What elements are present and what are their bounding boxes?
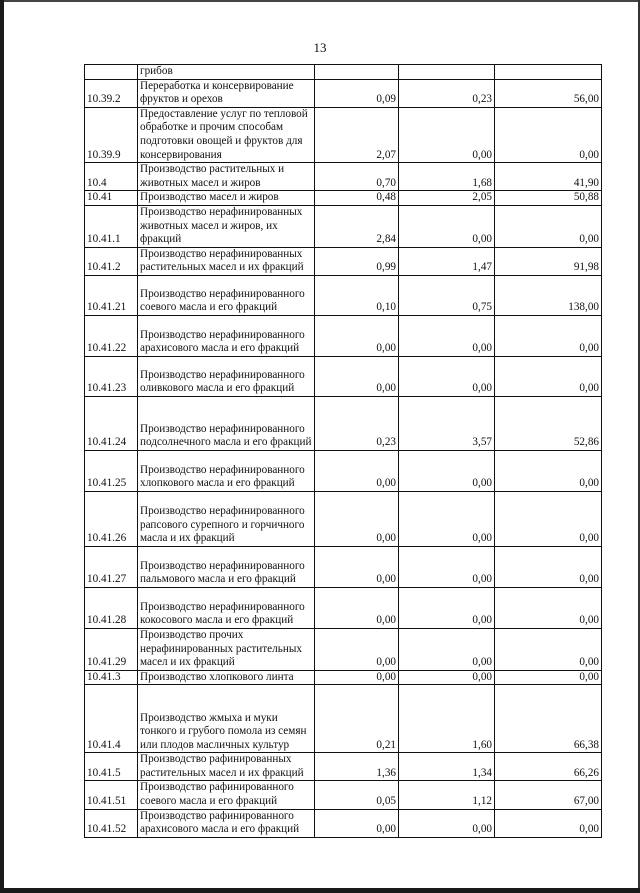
cell-value-1: 0,00 [315, 315, 399, 356]
cell-value-1: 0,48 [315, 191, 399, 206]
cell-value-1: 0,09 [315, 79, 399, 107]
table-row [85, 396, 602, 450]
table-row [85, 809, 602, 837]
cell-activity-name: Производство нерафинированного подсолнечного масла и его фракций [138, 396, 315, 450]
cell-value-3: 0,00 [495, 205, 602, 247]
cell-value-3: 0,00 [495, 315, 602, 356]
table-body [85, 65, 602, 838]
cell-activity-name: Производство рафинированного соевого масла и его фракций [138, 781, 315, 809]
cell-value-2: 0,00 [399, 491, 495, 546]
cell-value-2: 1,34 [399, 753, 495, 781]
table-row [85, 546, 602, 587]
cell-value-3: 138,00 [495, 275, 602, 315]
cell-activity-name: Производство рафинированных растительных масел и их фракций [138, 753, 315, 781]
cell-value-1: 1,36 [315, 753, 399, 781]
cell-activity-name: Производство нерафинированного хлопкового масла и его фракций [138, 450, 315, 491]
cell-value-2: 0,00 [399, 450, 495, 491]
cell-activity-name: Производство растительных и животных масел и жиров [138, 163, 315, 191]
cell-value-3: 0,00 [495, 491, 602, 546]
cell-activity-name: Производство рафинированного арахисового масла и его фракций [138, 809, 315, 837]
cell-value-2: 0,00 [399, 587, 495, 628]
cell-value-1: 0,00 [315, 356, 399, 396]
cell-code: 10.41.2 [85, 247, 138, 275]
cell-value-1 [315, 65, 399, 80]
cell-value-2: 2,05 [399, 191, 495, 206]
table-row [85, 191, 602, 206]
cell-code: 10.41.24 [85, 396, 138, 450]
table-row [85, 315, 602, 356]
cell-code: 10.41 [85, 191, 138, 206]
cell-value-1: 0,10 [315, 275, 399, 315]
cell-activity-name: Производство нерафинированного соевого масла и его фракций [138, 275, 315, 315]
cell-code: 10.41.25 [85, 450, 138, 491]
cell-value-2: 0,00 [399, 670, 495, 685]
page-number: 13 [313, 40, 327, 55]
cell-code: 10.41.4 [85, 685, 138, 753]
cell-activity-name: Производство хлопкового линта [138, 670, 315, 685]
cell-value-1: 2,07 [315, 107, 399, 162]
cell-activity-name: Производство нерафинированных животных масел и жиров, их фракций [138, 205, 315, 247]
cell-value-2: 1,68 [399, 163, 495, 191]
cell-value-3: 67,00 [495, 781, 602, 809]
cell-code: 10.41.1 [85, 205, 138, 247]
cell-value-1: 0,00 [315, 450, 399, 491]
scan-border-top [0, 0, 640, 2]
cell-value-1: 0,21 [315, 685, 399, 753]
cell-value-2: 0,00 [399, 205, 495, 247]
cell-activity-name: Переработка и консервирование фруктов и орехов [138, 79, 315, 107]
table-row [85, 491, 602, 546]
cell-value-3: 91,98 [495, 247, 602, 275]
cell-activity-name: грибов [138, 65, 315, 80]
cell-value-1: 2,84 [315, 205, 399, 247]
cell-value-2: 0,00 [399, 107, 495, 162]
cell-code: 10.41.21 [85, 275, 138, 315]
cell-value-3: 0,00 [495, 356, 602, 396]
cell-value-2: 0,00 [399, 315, 495, 356]
cell-value-1: 0,99 [315, 247, 399, 275]
cell-value-2: 1,47 [399, 247, 495, 275]
cell-value-3: 52,86 [495, 396, 602, 450]
cell-value-2: 0,00 [399, 356, 495, 396]
cell-code: 10.41.28 [85, 587, 138, 628]
cell-code: 10.4 [85, 163, 138, 191]
cell-code: 10.41.27 [85, 546, 138, 587]
cell-code: 10.41.22 [85, 315, 138, 356]
cell-value-1: 0,00 [315, 587, 399, 628]
cell-value-3: 0,00 [495, 587, 602, 628]
cell-value-2 [399, 65, 495, 80]
cell-activity-name: Производство масел и жиров [138, 191, 315, 206]
cell-value-3: 0,00 [495, 670, 602, 685]
cell-activity-name: Производство нерафинированных растительных масел и их фракций [138, 247, 315, 275]
cell-value-2: 3,57 [399, 396, 495, 450]
cell-activity-name: Производство жмыха и муки тонкого и грубого помола из семян или плодов масличных культур [138, 685, 315, 753]
cell-value-3: 0,00 [495, 107, 602, 162]
cell-code: 10.41.3 [85, 670, 138, 685]
indicator-table [84, 64, 602, 838]
cell-value-1: 0,70 [315, 163, 399, 191]
cell-value-3: 66,38 [495, 685, 602, 753]
cell-value-1: 0,23 [315, 396, 399, 450]
cell-value-2: 1,60 [399, 685, 495, 753]
table-row [85, 587, 602, 628]
table-row [85, 205, 602, 247]
table-row [85, 670, 602, 685]
table-row [85, 275, 602, 315]
table-row [85, 753, 602, 781]
cell-value-3: 56,00 [495, 79, 602, 107]
table-row [85, 356, 602, 396]
table-row [85, 781, 602, 809]
cell-activity-name: Производство нерафинированного рапсового сурепного и горчичного масла и их фракций [138, 491, 315, 546]
cell-value-2: 0,00 [399, 809, 495, 837]
cell-code: 10.41.23 [85, 356, 138, 396]
cell-activity-name: Производство нерафинированного оливкового масла и его фракций [138, 356, 315, 396]
table-row [85, 450, 602, 491]
cell-activity-name: Производство нерафинированного кокосового масла и его фракций [138, 587, 315, 628]
cell-code [85, 65, 138, 80]
cell-value-2: 1,12 [399, 781, 495, 809]
cell-value-3: 0,00 [495, 628, 602, 670]
cell-value-1: 0,00 [315, 809, 399, 837]
cell-value-2: 0,00 [399, 628, 495, 670]
scan-border-left [0, 0, 4, 893]
cell-value-3: 66,26 [495, 753, 602, 781]
table-row [85, 107, 602, 162]
cell-activity-name: Производство нерафинированного арахисового масла и его фракций [138, 315, 315, 356]
table-row [85, 79, 602, 107]
cell-code: 10.41.26 [85, 491, 138, 546]
table-row [85, 628, 602, 670]
cell-value-3 [495, 65, 602, 80]
cell-value-1: 0,00 [315, 670, 399, 685]
cell-value-1: 0,00 [315, 491, 399, 546]
table-row [85, 163, 602, 191]
cell-code: 10.41.52 [85, 809, 138, 837]
cell-activity-name: Производство прочих нерафинированных растительных масел и их фракций [138, 628, 315, 670]
scan-border-bottom [0, 888, 640, 893]
cell-activity-name: Предоставление услуг по тепловой обработке и прочим способам подготовки овощей и фруктов для консервирования [138, 107, 315, 162]
cell-code: 10.41.5 [85, 753, 138, 781]
cell-code: 10.39.2 [85, 79, 138, 107]
cell-value-2: 0,00 [399, 546, 495, 587]
cell-value-1: 0,05 [315, 781, 399, 809]
cell-code: 10.39.9 [85, 107, 138, 162]
cell-value-3: 0,00 [495, 450, 602, 491]
table-row [85, 247, 602, 275]
cell-value-3: 41,90 [495, 163, 602, 191]
cell-value-3: 0,00 [495, 546, 602, 587]
cell-code: 10.41.51 [85, 781, 138, 809]
cell-code: 10.41.29 [85, 628, 138, 670]
cell-value-2: 0,23 [399, 79, 495, 107]
cell-activity-name: Производство нерафинированного пальмового масла и его фракций [138, 546, 315, 587]
cell-value-1: 0,00 [315, 628, 399, 670]
cell-value-3: 50,88 [495, 191, 602, 206]
cell-value-1: 0,00 [315, 546, 399, 587]
table-row [85, 685, 602, 753]
cell-value-3: 0,00 [495, 809, 602, 837]
cell-value-2: 0,75 [399, 275, 495, 315]
table-row [85, 65, 602, 80]
